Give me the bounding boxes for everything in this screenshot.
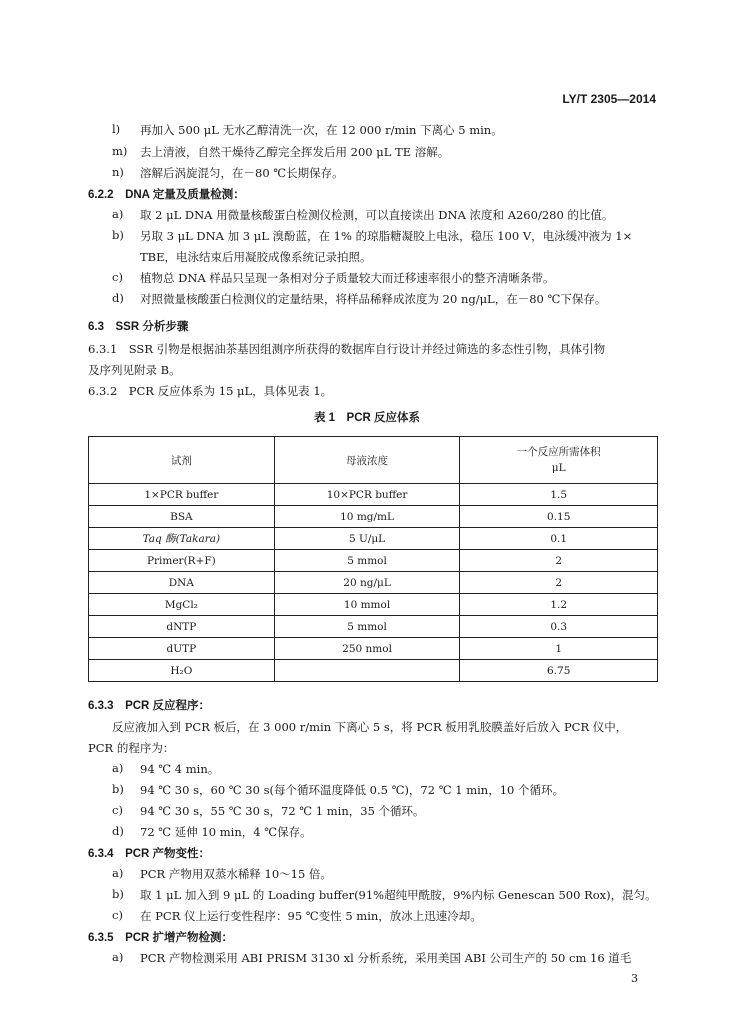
paragraph-line: 及序列见附录 B。 xyxy=(88,363,181,377)
table-row xyxy=(89,528,658,550)
standard-code: LY/T 2305—2014 xyxy=(562,92,656,106)
table-caption: 表 1 PCR 反应体系 xyxy=(313,412,421,424)
page-number: 3 xyxy=(631,972,638,985)
table-cell: dNTP xyxy=(89,616,275,638)
item-label: d) xyxy=(112,291,124,305)
table-cell: 5 mmol xyxy=(274,616,460,638)
table-row xyxy=(89,638,658,660)
table-cell: 6.75 xyxy=(460,660,658,682)
section-heading: 6.3 SSR 分析步骤 xyxy=(88,321,189,333)
table-cell: dUTP xyxy=(89,638,275,660)
table-cell: Primer(R+F) xyxy=(89,550,275,572)
item-label: b) xyxy=(112,782,124,796)
section-heading: 6.3.4 PCR 产物变性： xyxy=(88,848,211,860)
section-heading: 6.2.2 DNA 定量及质量检测： xyxy=(88,189,245,201)
paragraph-line: 6.3.2 PCR 反应体系为 15 μL，具体见表 1。 xyxy=(88,384,333,398)
list-item-text: 再加入 500 μL 无水乙醇清洗一次，在 12 000 r/min 下离心 5 min。 xyxy=(140,123,503,137)
table-cell: 10 mmol xyxy=(274,594,460,616)
table-cell: 1.5 xyxy=(460,484,658,506)
list-item-text: 72 ℃ 延伸 10 min，4 ℃保存。 xyxy=(140,825,312,839)
table-cell: 1 xyxy=(460,638,658,660)
table-cell: BSA xyxy=(89,506,275,528)
table-row xyxy=(89,594,658,616)
list-item-text: PCR 产物检测采用 ABI PRISM 3130 xl 分析系统，采用美国 ABI 公司生产的 50 cm 16 道毛 xyxy=(140,951,632,965)
table-cell: Taq 酶(Takara) xyxy=(89,528,275,550)
paragraph-line: PCR 的程序为： xyxy=(88,741,175,755)
list-item xyxy=(112,122,120,136)
column-header xyxy=(460,437,658,484)
list-item-text: 植物总 DNA 样品只呈现一条相对分子质量较大而迁移速率很小的整齐清晰条带。 xyxy=(140,271,555,285)
table-cell: 2 xyxy=(460,572,658,594)
table-cell: 5 mmol xyxy=(274,550,460,572)
item-label: a) xyxy=(112,207,124,221)
list-item-text: 94 ℃ 30 s，55 ℃ 30 s，72 ℃ 1 min，35 个循环。 xyxy=(140,804,425,818)
list-item-text: 94 ℃ 30 s，60 ℃ 30 s(每个循环温度降低 0.5 ℃)，72 ℃ 1 min，10 个循环。 xyxy=(140,783,564,797)
table-row xyxy=(89,506,658,528)
table-cell: 10×PCR buffer xyxy=(274,484,460,506)
table-cell: 0.15 xyxy=(460,506,658,528)
column-header: 母液浓度 xyxy=(274,437,460,484)
item-label: a) xyxy=(112,866,124,880)
item-label: m) xyxy=(112,144,128,158)
item-label: n) xyxy=(112,165,124,179)
list-item-text: 取 1 μL 加入到 9 μL 的 Loading buffer(91%超纯甲酰胺，9%内标 Genescan 500 Rox)，混匀。 xyxy=(140,888,657,902)
item-label: b) xyxy=(112,228,124,242)
list-item xyxy=(112,144,127,158)
table-row xyxy=(89,550,658,572)
item-label: a) xyxy=(112,761,124,775)
table-row xyxy=(89,572,658,594)
table-cell: 0.3 xyxy=(460,616,658,638)
list-item-text: 在 PCR 仪上运行变性程序：95 ℃变性 5 min，放冰上迅速冷却。 xyxy=(140,909,482,923)
table-cell: 1.2 xyxy=(460,594,658,616)
item-label: b) xyxy=(112,887,124,901)
column-header-unit: μL xyxy=(551,462,566,474)
list-item-text: 对照微量核酸蛋白检测仪的定量结果，将样品稀释成浓度为 20 ng/μL，在－80 ℃下保存。 xyxy=(140,292,607,306)
item-label: c) xyxy=(112,803,123,817)
table-cell: 0.1 xyxy=(460,528,658,550)
table-row xyxy=(89,660,658,682)
list-item-text: 94 ℃ 4 min。 xyxy=(140,762,220,776)
list-item-text: 去上清液，自然干燥待乙醇完全挥发后用 200 μL TE 溶解。 xyxy=(140,145,450,159)
list-item-text: 溶解后涡旋混匀，在－80 ℃长期保存。 xyxy=(140,166,344,180)
table-cell: 1×PCR buffer xyxy=(89,484,275,506)
column-header: 试剂 xyxy=(89,437,275,484)
table-cell: MgCl₂ xyxy=(89,594,275,616)
list-item-text: TBE，电泳结束后用凝胶成像系统记录拍照。 xyxy=(140,250,372,264)
section-heading: 6.3.3 PCR 反应程序： xyxy=(88,700,211,712)
section-heading: 6.3.5 PCR 扩增产物检测： xyxy=(88,932,234,944)
list-item-text: 取 2 μL DNA 用微量核酸蛋白检测仪检测，可以直接读出 DNA 浓度和 A260/280 的比值。 xyxy=(140,208,614,222)
table-row xyxy=(89,484,658,506)
item-label: l) xyxy=(112,122,121,136)
list-item xyxy=(112,165,124,179)
table-cell: H₂O xyxy=(89,660,275,682)
list-item-text: 另取 3 μL DNA 加 3 μL 溴酚蓝，在 1% 的琼脂糖凝胶上电泳，稳压 100 V，电泳缓冲液为 1× xyxy=(140,229,633,243)
table-cell xyxy=(274,660,460,682)
item-label: a) xyxy=(112,950,124,964)
table-cell: 5 U/μL xyxy=(274,528,460,550)
table-cell: 2 xyxy=(460,550,658,572)
table-cell: 10 mg/mL xyxy=(274,506,460,528)
paragraph-line: 反应液加入到 PCR 板后，在 3 000 r/min 下离心 5 s，将 PCR 板用乳胶膜盖好后放入 PCR 仪中， xyxy=(112,720,628,734)
table-row xyxy=(89,616,658,638)
table-cell: 20 ng/μL xyxy=(274,572,460,594)
item-label: d) xyxy=(112,824,124,838)
table-cell: 250 nmol xyxy=(274,638,460,660)
table-cell: DNA xyxy=(89,572,275,594)
list-item-text: PCR 产物用双蒸水稀释 10～15 倍。 xyxy=(140,867,332,881)
paragraph-line: 6.3.1 SSR 引物是根据油茶基因组测序所获得的数据库自行设计并经过筛选的多态性引物，具体引物 xyxy=(88,342,606,356)
pcr-reaction-table xyxy=(88,436,658,682)
table-header-row xyxy=(89,437,658,484)
item-label: c) xyxy=(112,270,123,284)
column-header-line: 一个反应所需体积 xyxy=(516,446,601,458)
item-label: c) xyxy=(112,908,123,922)
